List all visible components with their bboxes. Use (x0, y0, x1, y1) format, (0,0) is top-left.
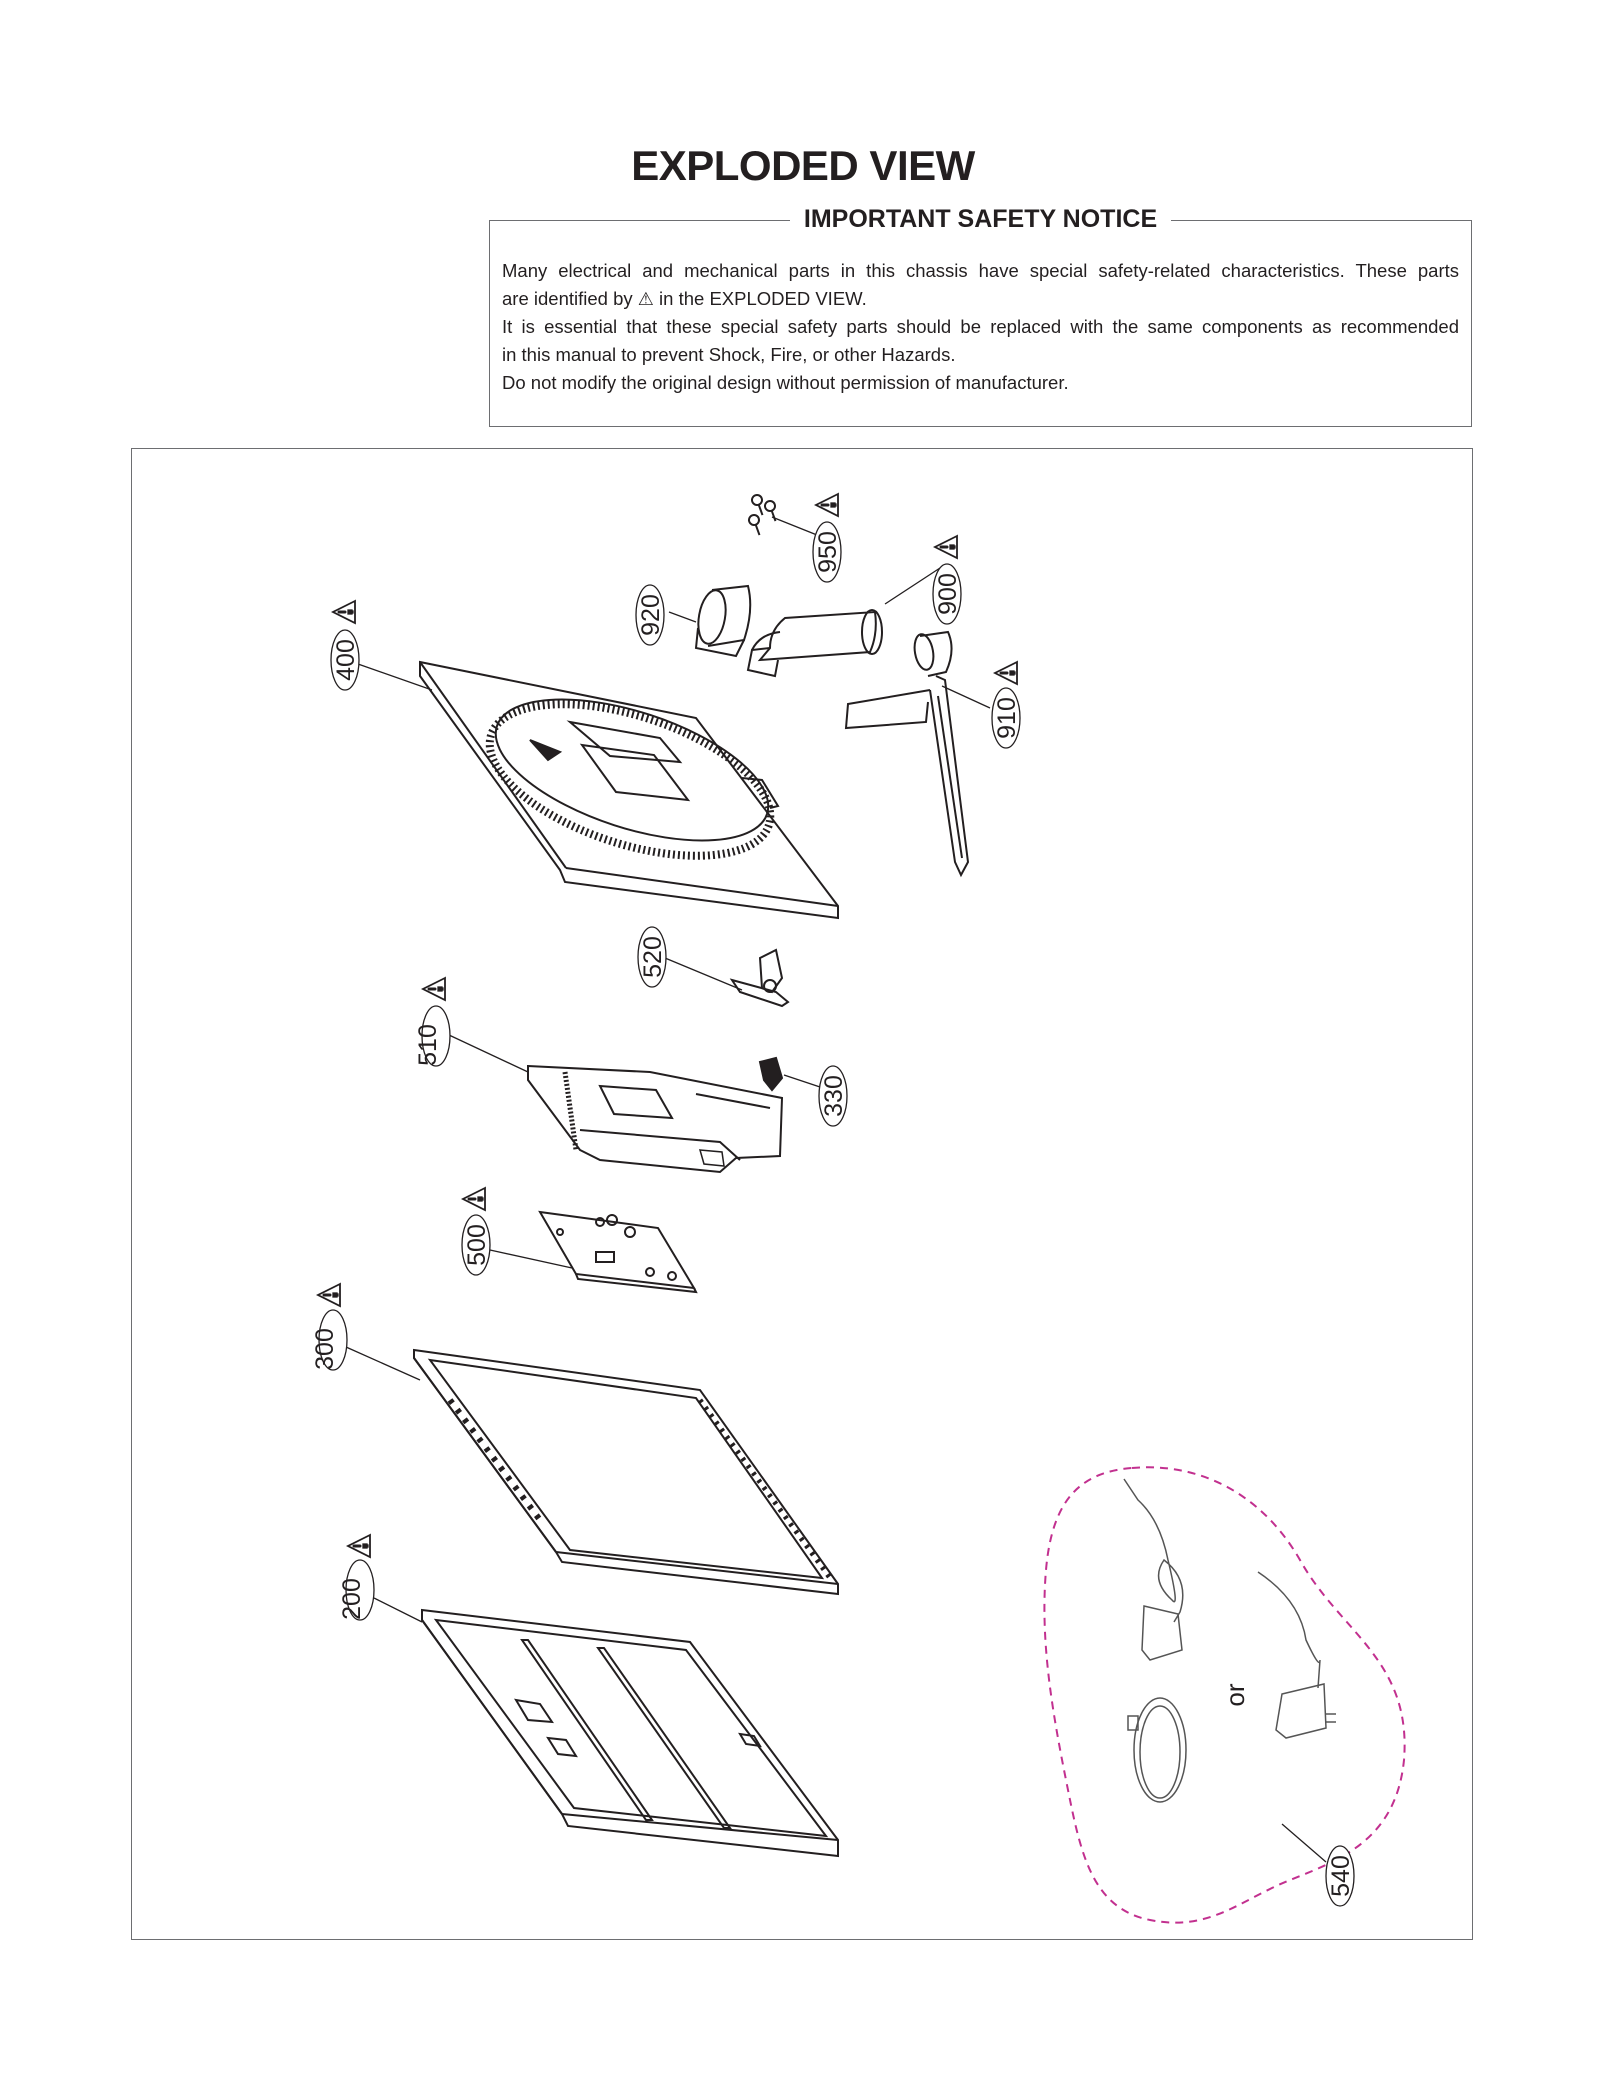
part-200-panel (422, 1610, 838, 1856)
callout-200[interactable] (338, 1535, 422, 1622)
warning-triangle-icon (318, 1284, 340, 1306)
callout-900[interactable] (885, 536, 962, 624)
svg-text:950: 950 (814, 531, 842, 573)
svg-text:910: 910 (993, 697, 1021, 739)
part-950-screws (748, 494, 781, 537)
notice-line-3: It is essential that these special safety parts should be replaced with the same components as recommended (502, 316, 1459, 337)
callout-330[interactable] (784, 1066, 848, 1126)
svg-text:400: 400 (332, 639, 360, 681)
warning-triangle-icon (463, 1188, 485, 1210)
svg-text:500: 500 (463, 1224, 491, 1266)
svg-text:200: 200 (338, 1578, 366, 1620)
warning-triangle-icon (935, 536, 957, 558)
alternate-or-label: or (1220, 1683, 1250, 1707)
part-510-main-frame (528, 1066, 782, 1172)
part-900-stand-body (748, 610, 882, 676)
svg-text:900: 900 (934, 573, 962, 615)
callout-540[interactable] (1282, 1824, 1355, 1906)
svg-text:920: 920 (637, 594, 665, 636)
warning-triangle-icon (348, 1535, 370, 1557)
svg-text:300: 300 (311, 1328, 339, 1370)
svg-text:520: 520 (639, 936, 667, 978)
notice-line-2: are identified by ⚠ in the EXPLODED VIEW. (502, 288, 867, 309)
callout-500[interactable] (462, 1188, 572, 1275)
part-540-adapter-cable (1128, 1698, 1186, 1802)
part-400-back-cover (420, 662, 838, 918)
part-540-adapter-brick (1124, 1479, 1183, 1660)
svg-text:540: 540 (1327, 1855, 1355, 1897)
part-540-wall-adapter (1258, 1572, 1336, 1738)
callout-910[interactable] (942, 662, 1021, 748)
warning-triangle-icon (995, 662, 1017, 684)
callout-950[interactable] (772, 494, 842, 582)
warning-triangle-icon (816, 494, 838, 516)
notice-line-4: in this manual to prevent Shock, Fire, or other Hazards. (502, 344, 956, 365)
svg-text:510: 510 (414, 1024, 442, 1066)
callout-400[interactable] (331, 601, 432, 690)
svg-text:330: 330 (820, 1075, 848, 1117)
part-330-bracket (760, 1058, 782, 1090)
warning-triangle-icon (333, 601, 355, 623)
part-520-joystick (732, 950, 788, 1006)
notice-line-5: Do not modify the original design without permission of manufacturer. (502, 372, 1069, 393)
page-title: EXPLODED VIEW (631, 142, 975, 189)
part-910-stand-base (846, 632, 968, 875)
warning-triangle-icon (423, 978, 445, 1000)
callout-510[interactable] (414, 978, 528, 1072)
part-500-main-board (540, 1212, 696, 1292)
callout-300[interactable] (311, 1284, 420, 1380)
part-920-hinge-cover (695, 586, 751, 656)
callout-520[interactable] (638, 927, 742, 990)
callout-920[interactable] (636, 585, 696, 645)
warning-triangle-icon: ⚠ (637, 289, 654, 309)
part-300-middle-frame (414, 1350, 838, 1594)
safety-notice-heading: IMPORTANT SAFETY NOTICE (790, 205, 1171, 233)
notice-line-1: Many electrical and mechanical parts in this chassis have special safety-related characteristics. These parts (502, 260, 1459, 281)
